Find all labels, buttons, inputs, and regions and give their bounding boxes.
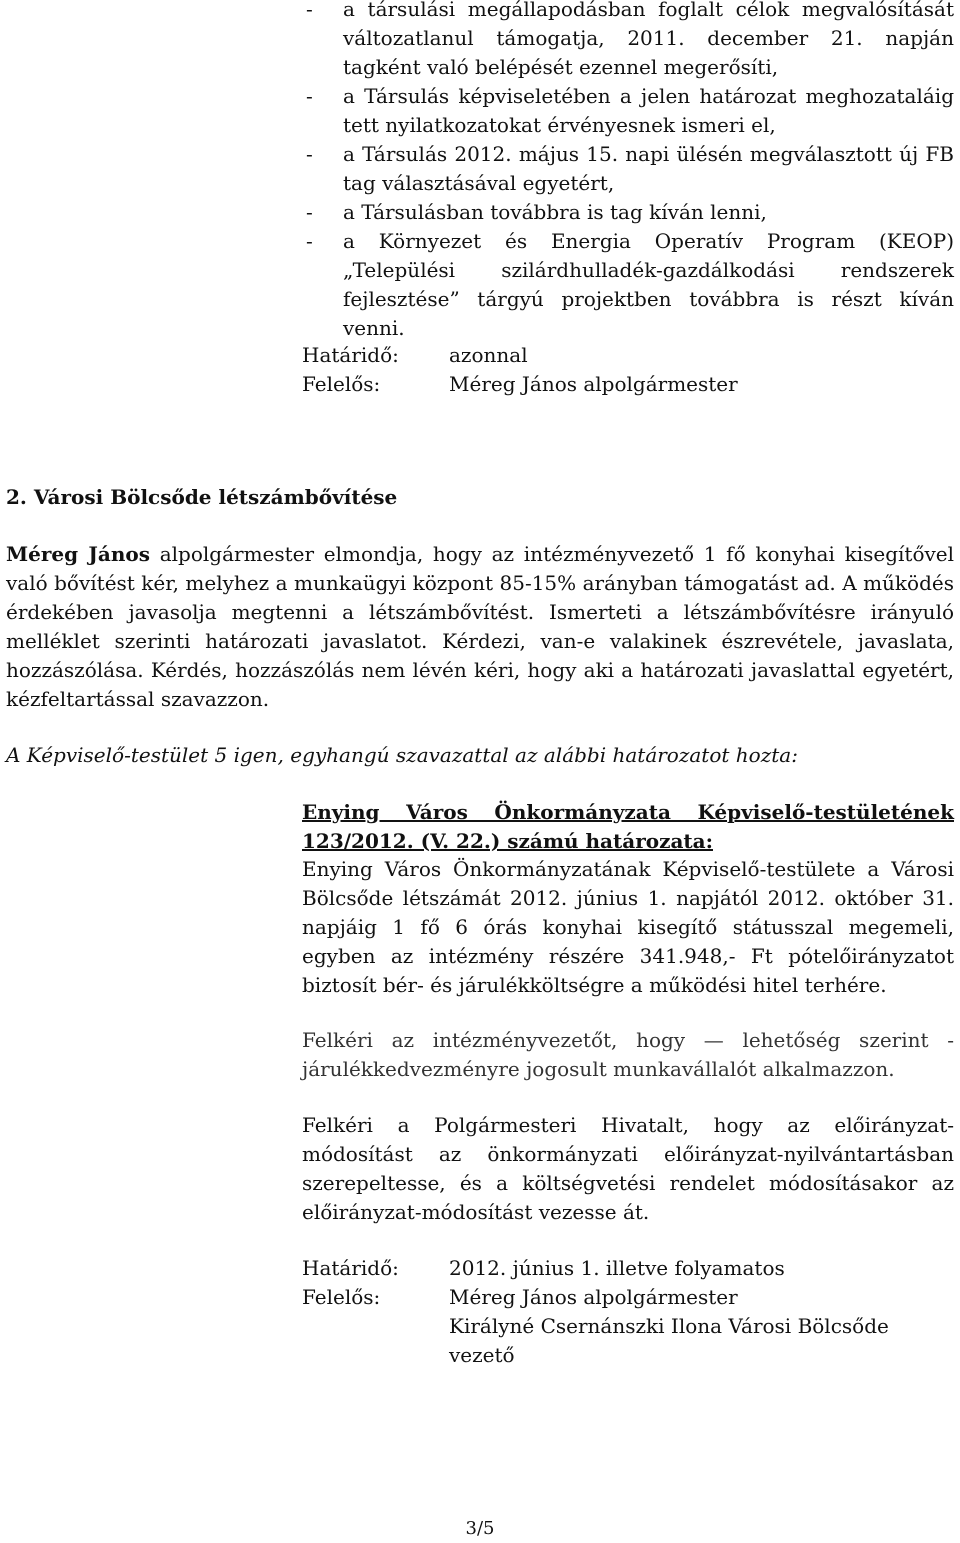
deadline-block: [302, 341, 954, 399]
paragraph-text: alpolgármester elmondja, hogy az intézményvezető 1 fő konyhai kisegítővel való bővítést kér, melyhez a munkaügyi központ 85-15% arányban támogatást ad. A működés érdekében javasolja megtenni a létszámbővítést. Ismerteti a létszámbővítésre irányuló melléklet szerinti határozati javaslatot. Kérdezi, van-e valakinek észrevétele, javaslata, hozzászólása. Kérdés, hozzászólás nem lévén kéri, hogy aki a határozati javaslattal egyetért, kézfeltartással szavazzon.: [6, 542, 955, 711]
list-item: - a társulási megállapodásban foglalt célok megvalósítását változatlanul támogatja, 2011. december 21. napján tagként való belépését ezennel megerősíti,: [302, 0, 954, 82]
resolution-heading: [302, 798, 954, 856]
deadline-block: [302, 1254, 954, 1370]
resolution-paragraph: Felkéri az intézményvezetőt, hogy — lehetőség szerint - járulékkedvezményre jogosult munkavállalót alkalmazzon.: [302, 1028, 954, 1081]
list-item: - a Társulás 2012. május 15. napi ülésén megválasztott új FB tag választásával egyetért,: [306, 142, 954, 195]
list-dash: -: [306, 200, 313, 224]
resolution-paragraph: Enying Város Önkormányzatának Képviselő-testülete a Városi Bölcsőde létszámát 2012. június 1. napjától 2012. október 31. napjáig 1 fő 6 órás konyhai kisegítő státusszal megemeli, egyben az intézmény részére 341.948,- Ft pótelőirányzatot biztosít bér- és járulékköltségre a működési hitel terhére.: [302, 857, 954, 997]
responsible-label: Felelős:: [302, 372, 381, 396]
section-paragraph: [6, 540, 954, 714]
deadline-value: azonnal: [449, 343, 528, 367]
list-dash: -: [306, 84, 313, 108]
section-title: Városi Bölcsőde létszámbővítése: [33, 485, 398, 509]
deadline-value: 2012. június 1. illetve folyamatos: [449, 1256, 785, 1280]
vote-statement: A Képviselő-testület 5 igen, egyhangú szavazattal az alábbi határozatot hozta:: [6, 743, 798, 767]
responsible-value: Méreg János alpolgármester: [449, 372, 738, 396]
resolution-heading-line1: Enying Város Önkormányzata Képviselő-testületének: [302, 800, 954, 824]
list-dash: -: [306, 142, 313, 166]
list-dash: -: [306, 229, 313, 253]
responsible-label: Felelős:: [302, 1285, 381, 1309]
deadline-label: Határidő:: [302, 1256, 399, 1280]
section-number: 2.: [6, 485, 27, 509]
list-item: - a Társulásban továbbra is tag kíván lenni,: [302, 198, 954, 227]
page-number: 3/5: [465, 1518, 495, 1539]
resolution-heading-line2: 123/2012. (V. 22.) számú határozata:: [302, 829, 713, 853]
resolution-paragraph: Felkéri a Polgármesteri Hivatalt, hogy az előirányzat-módosítást az önkormányzati előirányzat-nyilvántartásban szerepeltesse, és a költségvetési rendelet módosításakor az előirányzat-módosítást vezesse át.: [302, 1113, 954, 1224]
deadline-label: Határidő:: [302, 343, 399, 367]
list-item: - a Társulás képviseletében a jelen határozat meghozataláig tett nyilatkozatokat érvényesnek ismeri el,: [306, 84, 954, 137]
section-heading: [6, 483, 954, 512]
speaker-name: Méreg János: [6, 542, 150, 566]
responsible-value: Méreg János alpolgármester Királyné Csernánszki Ilona Városi Bölcsőde vezető: [449, 1285, 889, 1367]
list-dash: -: [306, 0, 313, 21]
list-item: - a Környezet és Energia Operatív Program (KEOP) „Települési szilárdhulladék-gazdálkodási rendszerek fejlesztése” tárgyú projektben továbbra is részt kíván venni.: [306, 229, 954, 340]
decision-list: [302, 0, 954, 343]
